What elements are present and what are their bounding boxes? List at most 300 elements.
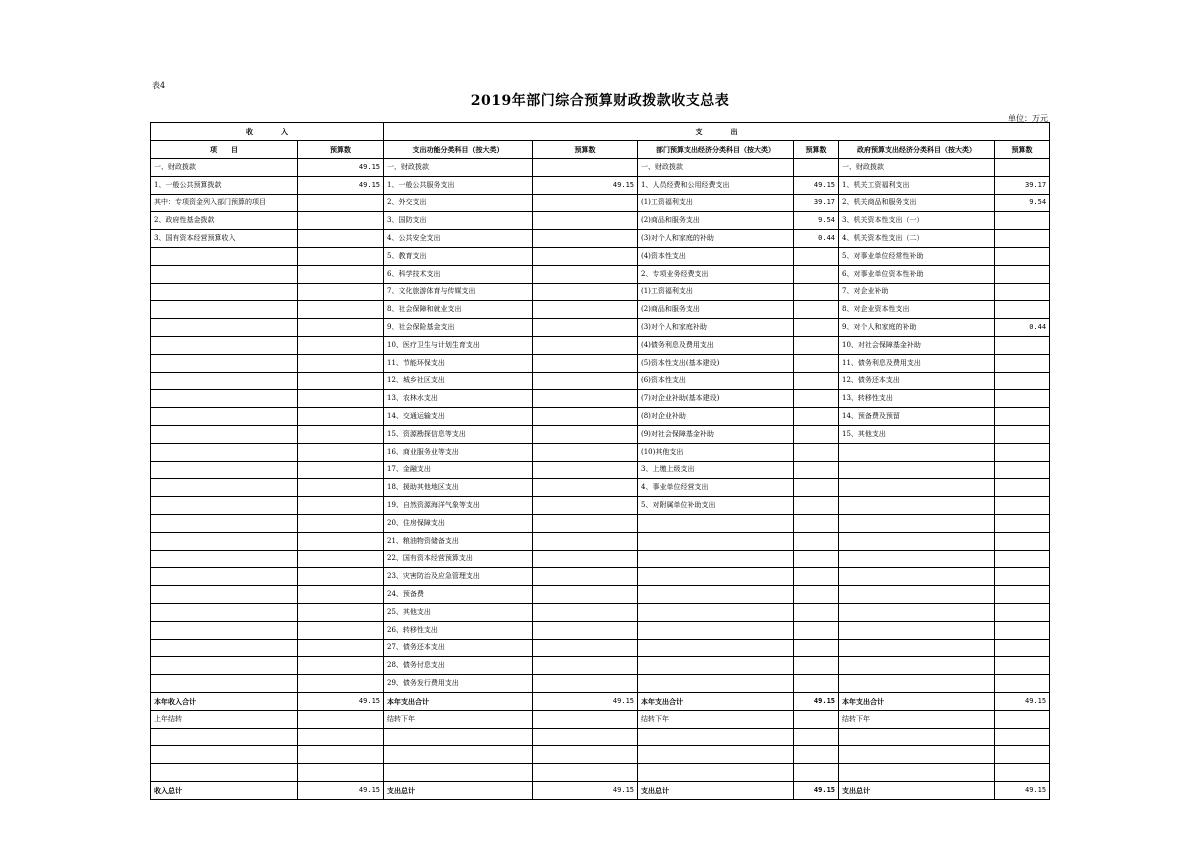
dept-econ-item-cell [638, 603, 794, 621]
dept-econ-item-cell: (10)其他支出 [638, 443, 794, 461]
func-item-cell: 5、教育支出 [384, 247, 533, 265]
func-budget-cell [533, 390, 638, 408]
income-budget-cell [298, 194, 384, 212]
gov-econ-budget-cell [995, 425, 1050, 443]
table-row [151, 461, 1050, 479]
func-item-cell: 28、债务付息支出 [384, 657, 533, 675]
gov-econ-item-cell: 9、对个人和家庭的补助 [839, 319, 995, 337]
dept-econ-budget-cell [794, 354, 839, 372]
income-budget-cell [298, 657, 384, 675]
func-item-cell: 10、医疗卫生与计划生育支出 [384, 336, 533, 354]
table-row [151, 550, 1050, 568]
income-item-cell [151, 657, 298, 675]
gov-econ-budget-cell [995, 372, 1050, 390]
gov-econ-budget-cell [995, 212, 1050, 230]
column-header-row [151, 141, 1050, 159]
gov-econ-budget-cell [995, 265, 1050, 283]
func-item-cell: 12、城乡社区支出 [384, 372, 533, 390]
table-row [151, 283, 1050, 301]
dept-econ-item-cell: (3)对个人和家庭补助 [638, 319, 794, 337]
table-row [151, 657, 1050, 675]
dept-econ-item-cell: 2、专项业务经费支出 [638, 265, 794, 283]
gov-econ-item-cell [839, 675, 995, 693]
income-item-cell: 一、财政拨款 [151, 159, 298, 177]
func-item-cell: 1、一般公共服务支出 [384, 176, 533, 194]
expense-total-label: 支出总计 [638, 781, 794, 799]
income-item-cell: 1、一般公共预算拨款 [151, 176, 298, 194]
gov-econ-item-cell [839, 443, 995, 461]
func-budget-cell [533, 586, 638, 604]
dept-econ-budget-cell [794, 639, 839, 657]
func-budget-cell [533, 532, 638, 550]
gov-econ-budget-cell [995, 461, 1050, 479]
dept-econ-item-cell: (8)对企业补助 [638, 408, 794, 426]
income-item-cell [151, 319, 298, 337]
expense-total-value: 49.15 [995, 781, 1050, 799]
func-item-cell: 21、粮油物资储备支出 [384, 532, 533, 550]
gov-econ-budget-cell [995, 586, 1050, 604]
dept-econ-item-cell: (4)债务利息及费用支出 [638, 336, 794, 354]
income-budget-cell [298, 425, 384, 443]
income-total-label: 收入总计 [151, 781, 298, 799]
func-budget-cell [533, 159, 638, 177]
col-header-budget: 预算数 [794, 141, 839, 159]
dept-econ-budget-cell [794, 265, 839, 283]
dept-econ-item-cell [638, 586, 794, 604]
gov-econ-item-cell [839, 514, 995, 532]
income-item-cell [151, 390, 298, 408]
dept-econ-budget-cell [794, 159, 839, 177]
gov-econ-item-cell: 1、机关工资福利支出 [839, 176, 995, 194]
dept-econ-budget-cell [794, 479, 839, 497]
gov-econ-budget-cell [995, 479, 1050, 497]
income-item-cell [151, 497, 298, 515]
gov-econ-item-cell: 12、债务还本支出 [839, 372, 995, 390]
income-item-cell [151, 550, 298, 568]
table-row [151, 319, 1050, 337]
gov-econ-budget-cell [995, 497, 1050, 515]
gov-econ-item-cell: 11、债务利息及费用支出 [839, 354, 995, 372]
income-item-cell [151, 425, 298, 443]
table-row [151, 194, 1050, 212]
func-budget-cell [533, 514, 638, 532]
gov-econ-budget-cell [995, 408, 1050, 426]
gov-econ-item-cell [839, 497, 995, 515]
carry-out-label: 结转下年 [839, 710, 995, 728]
dept-econ-item-cell: (9)对社会保障基金补助 [638, 425, 794, 443]
func-item-cell: 11、节能环保支出 [384, 354, 533, 372]
func-budget-cell [533, 639, 638, 657]
func-budget-cell [533, 675, 638, 693]
func-item-cell: 16、商业服务业等支出 [384, 443, 533, 461]
func-budget-cell [533, 550, 638, 568]
dept-econ-budget-cell: 0.44 [794, 230, 839, 248]
dept-econ-budget-cell [794, 568, 839, 586]
func-item-cell: 17、金融支出 [384, 461, 533, 479]
col-header-budget: 预算数 [995, 141, 1050, 159]
dept-econ-item-cell: (3)对个人和家庭的补助 [638, 230, 794, 248]
year-expense-value: 49.15 [995, 692, 1050, 710]
table-row [151, 247, 1050, 265]
col-header-item: 项 目 [151, 141, 298, 159]
carry-in-value [298, 710, 384, 728]
table-row [151, 265, 1050, 283]
income-budget-cell [298, 586, 384, 604]
group-header-row [151, 123, 1050, 141]
gov-econ-budget-cell [995, 514, 1050, 532]
func-budget-cell [533, 230, 638, 248]
income-budget-cell [298, 212, 384, 230]
dept-econ-budget-cell [794, 283, 839, 301]
gov-econ-budget-cell [995, 639, 1050, 657]
expense-group-header: 支 出 [384, 123, 1050, 141]
income-item-cell [151, 639, 298, 657]
income-item-cell [151, 283, 298, 301]
gov-econ-item-cell: 5、对事业单位经常性补助 [839, 247, 995, 265]
dept-econ-item-cell: 1、人员经费和公用经费支出 [638, 176, 794, 194]
dept-econ-budget-cell [794, 497, 839, 515]
dept-econ-budget-cell [794, 425, 839, 443]
dept-econ-item-cell [638, 621, 794, 639]
func-item-cell: 25、其他支出 [384, 603, 533, 621]
income-budget-cell [298, 568, 384, 586]
income-budget-cell [298, 283, 384, 301]
income-budget-cell: 49.15 [298, 176, 384, 194]
func-budget-cell [533, 603, 638, 621]
table-row [151, 532, 1050, 550]
gov-econ-budget-cell [995, 283, 1050, 301]
income-item-cell: 2、政府性基金拨款 [151, 212, 298, 230]
func-budget-cell: 49.15 [533, 176, 638, 194]
income-item-cell [151, 301, 298, 319]
func-budget-cell [533, 497, 638, 515]
income-item-cell [151, 586, 298, 604]
gov-econ-budget-cell [995, 159, 1050, 177]
table-row [151, 443, 1050, 461]
dept-econ-budget-cell [794, 603, 839, 621]
income-budget-cell [298, 230, 384, 248]
gov-econ-item-cell [839, 568, 995, 586]
func-budget-cell [533, 443, 638, 461]
gov-econ-budget-cell [995, 443, 1050, 461]
dept-econ-budget-cell [794, 657, 839, 675]
income-budget-cell [298, 675, 384, 693]
income-item-cell [151, 408, 298, 426]
table-row [151, 176, 1050, 194]
func-item-cell: 7、文化旅游体育与传媒支出 [384, 283, 533, 301]
gov-econ-budget-cell [995, 354, 1050, 372]
dept-econ-budget-cell [794, 247, 839, 265]
gov-econ-item-cell [839, 550, 995, 568]
dept-econ-item-cell [638, 639, 794, 657]
income-item-cell [151, 372, 298, 390]
func-budget-cell [533, 408, 638, 426]
income-budget-cell [298, 461, 384, 479]
income-item-cell [151, 461, 298, 479]
dept-econ-budget-cell [794, 461, 839, 479]
carry-row [151, 710, 1050, 728]
dept-econ-budget-cell: 39.17 [794, 194, 839, 212]
gov-econ-item-cell: 13、转移性支出 [839, 390, 995, 408]
income-budget-cell: 49.15 [298, 159, 384, 177]
income-budget-cell [298, 265, 384, 283]
func-item-cell: 20、住房保障支出 [384, 514, 533, 532]
year-total-row [151, 692, 1050, 710]
carry-out-label: 结转下年 [638, 710, 794, 728]
dept-econ-budget-cell [794, 443, 839, 461]
func-item-cell: 8、社会保障和就业支出 [384, 301, 533, 319]
dept-econ-budget-cell [794, 586, 839, 604]
carry-out-value [794, 710, 839, 728]
income-item-cell [151, 532, 298, 550]
table-row [151, 230, 1050, 248]
income-budget-cell [298, 408, 384, 426]
expense-total-label: 支出总计 [839, 781, 995, 799]
year-expense-label: 本年支出合计 [384, 692, 533, 710]
income-item-cell [151, 443, 298, 461]
dept-econ-item-cell [638, 550, 794, 568]
dept-econ-item-cell: (7)对企业补助(基本建设) [638, 390, 794, 408]
dept-econ-budget-cell [794, 408, 839, 426]
gov-econ-budget-cell [995, 230, 1050, 248]
func-item-cell: 9、社会保险基金支出 [384, 319, 533, 337]
gov-econ-item-cell: 2、机关商品和服务支出 [839, 194, 995, 212]
empty-row [151, 764, 1050, 782]
income-budget-cell [298, 603, 384, 621]
income-item-cell: 其中：专项资金列入部门预算的项目 [151, 194, 298, 212]
dept-econ-item-cell: (5)资本性支出(基本建设) [638, 354, 794, 372]
income-budget-cell [298, 443, 384, 461]
income-item-cell [151, 479, 298, 497]
gov-econ-budget-cell [995, 532, 1050, 550]
dept-econ-budget-cell: 49.15 [794, 176, 839, 194]
table-row [151, 301, 1050, 319]
income-budget-cell [298, 550, 384, 568]
grand-total-row [151, 781, 1050, 799]
dept-econ-item-cell: 5、对附属单位补助支出 [638, 497, 794, 515]
func-budget-cell [533, 247, 638, 265]
year-expense-value: 49.15 [533, 692, 638, 710]
income-item-cell [151, 675, 298, 693]
func-budget-cell [533, 657, 638, 675]
gov-econ-budget-cell [995, 657, 1050, 675]
year-income-label: 本年收入合计 [151, 692, 298, 710]
income-budget-cell [298, 532, 384, 550]
gov-econ-item-cell: 7、对企业补助 [839, 283, 995, 301]
income-budget-cell [298, 621, 384, 639]
income-budget-cell [298, 336, 384, 354]
dept-econ-item-cell: (2)商品和服务支出 [638, 301, 794, 319]
dept-econ-item-cell [638, 675, 794, 693]
income-budget-cell [298, 372, 384, 390]
dept-econ-budget-cell [794, 319, 839, 337]
dept-econ-budget-cell [794, 301, 839, 319]
func-item-cell: 19、自然资源海洋气象等支出 [384, 497, 533, 515]
gov-econ-item-cell: 3、机关资本性支出（一） [839, 212, 995, 230]
income-budget-cell [298, 247, 384, 265]
gov-econ-budget-cell [995, 568, 1050, 586]
func-item-cell: 24、预备费 [384, 586, 533, 604]
func-item-cell: 23、灾害防治及应急管理支出 [384, 568, 533, 586]
gov-econ-item-cell: 4、机关资本性支出（二） [839, 230, 995, 248]
expense-total-value: 49.15 [794, 781, 839, 799]
func-item-cell: 2、外交支出 [384, 194, 533, 212]
col-header-func: 支出功能分类科目（按大类） [384, 141, 533, 159]
dept-econ-item-cell: (1)工资福利支出 [638, 283, 794, 301]
gov-econ-budget-cell [995, 675, 1050, 693]
table-number: 表4 [152, 81, 166, 90]
dept-econ-budget-cell [794, 390, 839, 408]
func-budget-cell [533, 336, 638, 354]
budget-table [150, 122, 1050, 800]
dept-econ-item-cell: (4)资本性支出 [638, 247, 794, 265]
table-row [151, 603, 1050, 621]
col-header-budget: 预算数 [298, 141, 384, 159]
table-row [151, 514, 1050, 532]
gov-econ-budget-cell: 0.44 [995, 319, 1050, 337]
dept-econ-budget-cell: 9.54 [794, 212, 839, 230]
gov-econ-item-cell [839, 479, 995, 497]
dept-econ-budget-cell [794, 336, 839, 354]
dept-econ-item-cell [638, 568, 794, 586]
col-header-budget: 预算数 [533, 141, 638, 159]
dept-econ-budget-cell [794, 675, 839, 693]
gov-econ-item-cell [839, 639, 995, 657]
income-budget-cell [298, 390, 384, 408]
func-budget-cell [533, 479, 638, 497]
gov-econ-item-cell [839, 603, 995, 621]
func-item-cell: 29、债务发行费用支出 [384, 675, 533, 693]
carry-out-label: 结转下年 [384, 710, 533, 728]
dept-econ-budget-cell [794, 550, 839, 568]
income-item-cell [151, 603, 298, 621]
empty-row [151, 728, 1050, 746]
func-budget-cell [533, 354, 638, 372]
table-row [151, 212, 1050, 230]
carry-in-label: 上年结转 [151, 710, 298, 728]
gov-econ-item-cell [839, 461, 995, 479]
gov-econ-item-cell: 8、对企业资本性支出 [839, 301, 995, 319]
income-item-cell [151, 336, 298, 354]
func-budget-cell [533, 621, 638, 639]
gov-econ-item-cell [839, 532, 995, 550]
table-row [151, 568, 1050, 586]
table-row [151, 408, 1050, 426]
gov-econ-budget-cell: 9.54 [995, 194, 1050, 212]
table-row [151, 497, 1050, 515]
func-budget-cell [533, 461, 638, 479]
dept-econ-item-cell: (1)工资福利支出 [638, 194, 794, 212]
func-item-cell: 22、国有资本经营预算支出 [384, 550, 533, 568]
func-item-cell: 13、农林水支出 [384, 390, 533, 408]
income-group-header: 收 入 [151, 123, 384, 141]
income-budget-cell [298, 514, 384, 532]
dept-econ-item-cell [638, 514, 794, 532]
year-expense-value: 49.15 [794, 692, 839, 710]
table-row [151, 372, 1050, 390]
unit-label: 单位：万元 [1008, 114, 1048, 123]
dept-econ-budget-cell [794, 514, 839, 532]
gov-econ-item-cell [839, 586, 995, 604]
gov-econ-item-cell: 15、其他支出 [839, 425, 995, 443]
func-item-cell: 26、转移性支出 [384, 621, 533, 639]
func-budget-cell [533, 265, 638, 283]
func-item-cell: 14、交通运输支出 [384, 408, 533, 426]
func-budget-cell [533, 212, 638, 230]
table-row [151, 621, 1050, 639]
func-budget-cell [533, 301, 638, 319]
empty-row [151, 746, 1050, 764]
dept-econ-budget-cell [794, 372, 839, 390]
gov-econ-item-cell [839, 621, 995, 639]
func-item-cell: 3、国防支出 [384, 212, 533, 230]
func-item-cell: 18、援助其他地区支出 [384, 479, 533, 497]
func-item-cell: 15、资源勘探信息等支出 [384, 425, 533, 443]
dept-econ-item-cell: 3、上缴上级支出 [638, 461, 794, 479]
table-row [151, 479, 1050, 497]
func-budget-cell [533, 425, 638, 443]
income-budget-cell [298, 639, 384, 657]
carry-out-value [995, 710, 1050, 728]
func-item-cell: 4、公共安全支出 [384, 230, 533, 248]
dept-econ-item-cell: (2)商品和服务支出 [638, 212, 794, 230]
income-budget-cell [298, 354, 384, 372]
expense-total-label: 支出总计 [384, 781, 533, 799]
gov-econ-item-cell: 一、财政拨款 [839, 159, 995, 177]
func-budget-cell [533, 372, 638, 390]
gov-econ-item-cell: 6、对事业单位资本性补助 [839, 265, 995, 283]
dept-econ-budget-cell [794, 532, 839, 550]
table-row [151, 425, 1050, 443]
carry-out-value [533, 710, 638, 728]
dept-econ-item-cell: (6)资本性支出 [638, 372, 794, 390]
income-item-cell [151, 247, 298, 265]
func-budget-cell [533, 194, 638, 212]
income-item-cell [151, 354, 298, 372]
income-item-cell [151, 621, 298, 639]
func-budget-cell [533, 319, 638, 337]
gov-econ-budget-cell [995, 603, 1050, 621]
func-budget-cell [533, 283, 638, 301]
gov-econ-budget-cell [995, 301, 1050, 319]
gov-econ-budget-cell [995, 247, 1050, 265]
func-item-cell: 6、科学技术支出 [384, 265, 533, 283]
income-item-cell [151, 568, 298, 586]
func-item-cell: 一、财政拨款 [384, 159, 533, 177]
dept-econ-item-cell [638, 532, 794, 550]
expense-total-value: 49.15 [533, 781, 638, 799]
year-income-value: 49.15 [298, 692, 384, 710]
gov-econ-item-cell: 10、对社会保障基金补助 [839, 336, 995, 354]
page-title: 2019年部门综合预算财政拨款收支总表 [470, 93, 730, 109]
gov-econ-item-cell: 14、预备费及预留 [839, 408, 995, 426]
gov-econ-budget-cell [995, 390, 1050, 408]
income-item-cell [151, 265, 298, 283]
table-row [151, 639, 1050, 657]
table-row [151, 390, 1050, 408]
table-row [151, 586, 1050, 604]
income-budget-cell [298, 479, 384, 497]
func-budget-cell [533, 568, 638, 586]
year-expense-label: 本年支出合计 [638, 692, 794, 710]
dept-econ-item-cell [638, 657, 794, 675]
table-row [151, 354, 1050, 372]
col-header-dept-econ: 部门预算支出经济分类科目（按大类） [638, 141, 794, 159]
dept-econ-item-cell: 一、财政拨款 [638, 159, 794, 177]
income-item-cell: 3、国有资本经营预算收入 [151, 230, 298, 248]
col-header-gov-econ: 政府预算支出经济分类科目（按大类） [839, 141, 995, 159]
table-row [151, 675, 1050, 693]
